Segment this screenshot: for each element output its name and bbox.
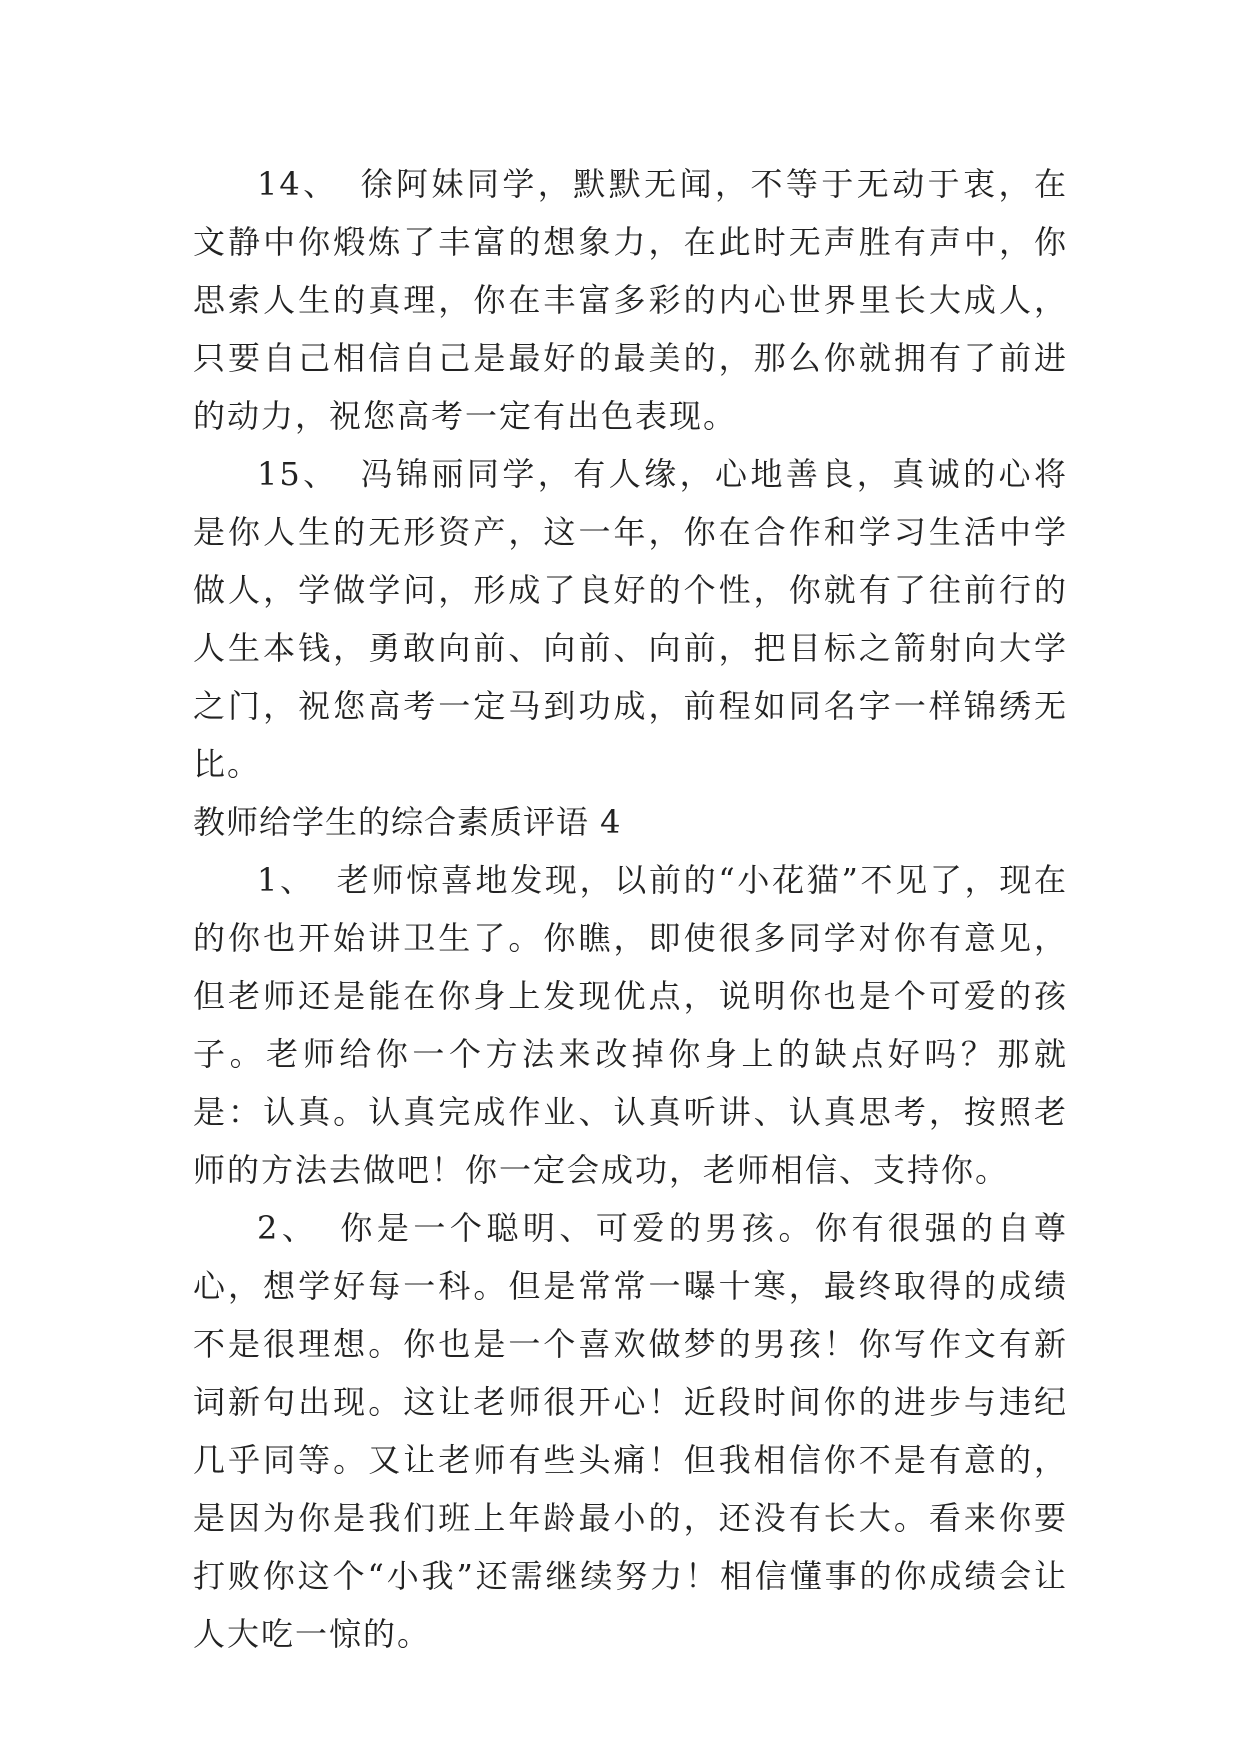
comment-paragraph-2 [193, 1199, 1068, 1663]
paragraph-text: 徐阿妹同学，默默无闻，不等于无动于衷，在文静中你煅炼了丰富的想象力，在此时无声胜有声中，你思索人生的真理，你在丰富多彩的内心世界里长大成人，只要自己相信自己是最好的最美的，那么你就拥有了前进的动力，祝您高考一定有出色表现。 [193, 165, 1068, 435]
paragraph-text: 老师惊喜地发现，以前的“小花猫”不见了，现在的你也开始讲卫生了。你瞧，即使很多同学对你有意见，但老师还是能在你身上发现优点，说明你也是个可爱的孩子。老师给你一个方法来改掉你身上的缺点好吗？那就是：认真。认真完成作业、认真听讲、认真思考，按照老师的方法去做吧！你一定会成功，老师相信、支持你。 [193, 861, 1068, 1189]
section-heading: 教师给学生的综合素质评语 4 [193, 803, 622, 841]
paragraph-number: 2、 [257, 1209, 319, 1247]
paragraph-text: 你是一个聪明、可爱的男孩。你有很强的自尊心，想学好每一科。但是常常一曝十寒，最终取得的成绩不是很理想。你也是一个喜欢做梦的男孩！你写作文有新词新句出现。这让老师很开心！近段时间你的进步与违纪几乎同等。又让老师有些头痛！但我相信你不是有意的，是因为你是我们班上年龄最小的，还没有长大。看来你要打败你这个“小我”还需继续努力！相信懂事的你成绩会让人大吃一惊的。 [193, 1209, 1068, 1653]
paragraph-number: 14、 [257, 165, 339, 203]
paragraph-text: 冯锦丽同学，有人缘，心地善良，真诚的心将是你人生的无形资产，这一年，你在合作和学习生活中学做人，学做学问，形成了良好的个性，你就有了往前行的人生本钱，勇敢向前、向前、向前，把目标之箭射向大学之门，祝您高考一定马到功成，前程如同名字一样锦绣无比。 [193, 455, 1068, 783]
comment-paragraph-15 [193, 445, 1068, 793]
paragraph-number: 1、 [257, 861, 315, 899]
comment-paragraph-1 [193, 851, 1068, 1199]
paragraph-number: 15、 [257, 455, 339, 493]
comment-paragraph-14 [193, 155, 1068, 445]
document-page [193, 155, 1068, 1663]
